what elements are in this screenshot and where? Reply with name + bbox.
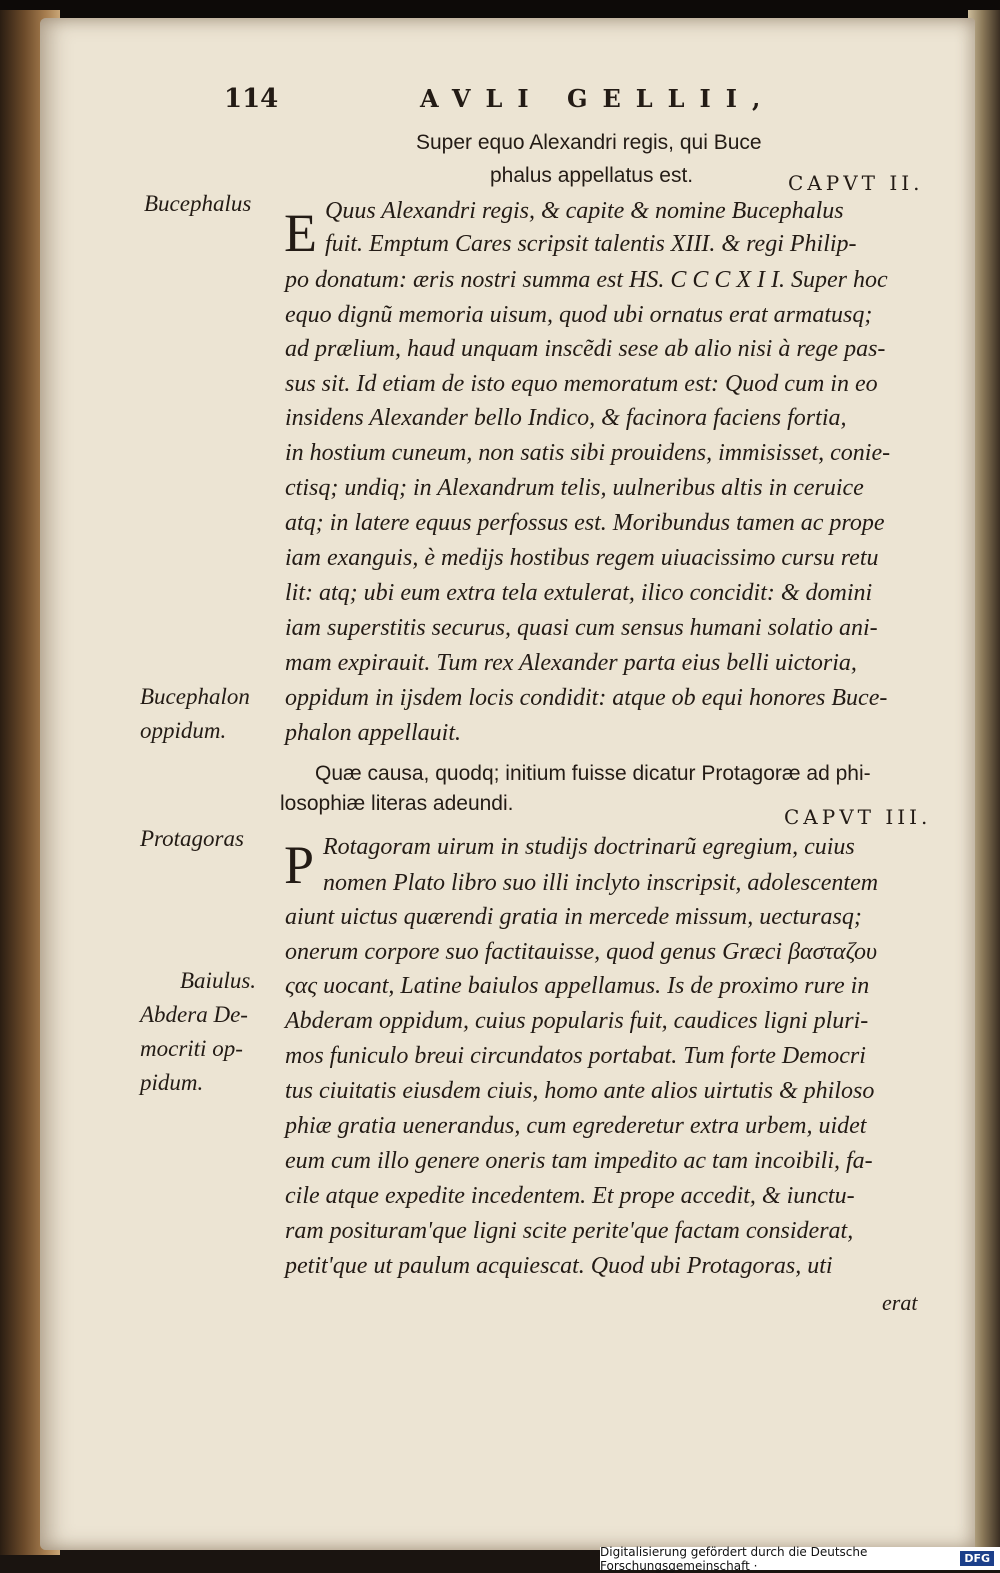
chapter2-line: oppidum in ijsdem locis condidit: atque ob equi honores Buce- [285,685,888,711]
margin-note-abdera: Abdera De- [140,1002,248,1027]
chapter3-line: aiunt uictus quærendi gratia in mercede missum, uecturasq; [285,904,862,930]
chapter3-line: Rotagoram uirum in studijs doctrinarũ egregium, cuius [323,834,855,860]
chapter2-line: iam superstitis securus, quasi cum sensus humani solatio ani- [285,615,878,641]
digitization-footer [600,1544,1000,1573]
chapter3-caput: CAPVT III. [784,805,932,829]
chapter2-line: lit: atq; ubi eum extra tela extulerat, ilico concidit: & domini [285,580,873,606]
chapter2-line: Quus Alexandri regis, & capite & nomine Bucephalus [325,198,844,224]
chapter3-line: Abderam oppidum, cuius popularis fuit, caudices ligni pluri- [285,1008,869,1034]
chapter2-title-line1: Super equo Alexandri regis, qui Buce [416,131,762,154]
chapter2-line: atq; in latere equus perfossus est. Moribundus tamen ac prope [285,510,885,536]
chapter3-line: cile atque expedite incedentem. Et prope accedit, & iunctu- [285,1183,855,1209]
book-page [40,18,975,1550]
chapter2-caput: CAPVT II. [788,171,924,195]
chapter2-line: phalon appellauit. [285,720,461,746]
chapter2-line: ad prælium, haud unquam inscẽdi sese ab alio nisi à rege pas- [285,336,886,362]
chapter2-line: po donatum: æris nostri summa est HS. C C C X I I. Super hoc [285,267,888,293]
margin-note-baiulus: Baiulus. [180,968,257,993]
chapter2-line: mam expirauit. Tum rex Alexander parta eius belli uictoria, [285,650,857,676]
chapter3-initial: P [284,835,315,895]
chapter2-line: equo dignũ memoria uisum, quod ubi ornatus erat armatusq; [285,302,873,328]
chapter3-line: phiæ gratia uenerandus, cum egrederetur extra urbem, uidet [285,1113,867,1139]
chapter3-title-line1: Quæ causa, quodq; initium fuisse dicatur Protagoræ ad phi- [315,762,871,785]
chapter2-line: ctisq; undiq; in Alexandrum telis, uulneribus altis in ceruice [285,475,864,501]
running-title: AVLI GELLII, [420,84,776,113]
chapter3-line: ςας uocant, Latine baiulos appellamus. Is de proximo rure in [285,973,870,999]
margin-note-bucephalon: Bucephalon [140,684,250,709]
page-number: 114 [224,84,279,114]
chapter2-line: insidens Alexander bello Indico, & facinora faciens fortia, [285,405,847,431]
chapter3-line: petit'que ut paulum acquiescat. Quod ubi Protagoras, uti [285,1253,833,1279]
chapter3-line: tus ciuitatis eiusdem ciuis, homo ante alios uirtutis & philoso [285,1078,875,1104]
chapter3-line: ram posituram'que ligni scite perite'que factam considerat, [285,1218,854,1244]
chapter3-line: eum cum illo genere oneris tam impedito ac tam incoibili, fa- [285,1148,873,1174]
margin-note-pidum: pidum. [140,1070,204,1095]
chapter3-line: nomen Plato libro suo illi inclyto inscripsit, adolescentem [323,870,879,896]
chapter2-initial: E [284,203,317,263]
chapter3-line: onerum corpore suo factitauisse, quod genus Græci βασταζου [285,939,878,965]
chapter2-line: sus sit. Id etiam de isto equo memoratum est: Quod cum in eo [285,371,878,397]
catchword: erat [882,1290,918,1315]
margin-note-bucephalus: Bucephalus [144,191,252,216]
chapter2-line: iam exanguis, è medijs hostibus regem uiuacissimo cursu retu [285,545,879,571]
margin-note-mocriti: mocriti op- [140,1036,243,1061]
footer-text: Digitalisierung gefördert durch die Deutsche Forschungsgemeinschaft · [600,1544,868,1573]
margin-note-protagoras: Protagoras [140,826,244,851]
chapter2-line: in hostium cuneum, non satis sibi prouidens, immisisset, conie- [285,440,891,466]
chapter2-title-line2: phalus appellatus est. [490,164,694,187]
dfg-logo: DFG [960,1551,994,1566]
chapter2-line: fuit. Emptum Cares scripsit talentis XIII. & regi Philip- [325,231,857,257]
chapter3-line: mos funiculo breui circundatos portabat. Tum forte Democri [285,1043,866,1069]
chapter3-title-line2: losophiæ literas adeundi. [280,792,514,815]
margin-note-oppidum: oppidum. [140,718,227,743]
